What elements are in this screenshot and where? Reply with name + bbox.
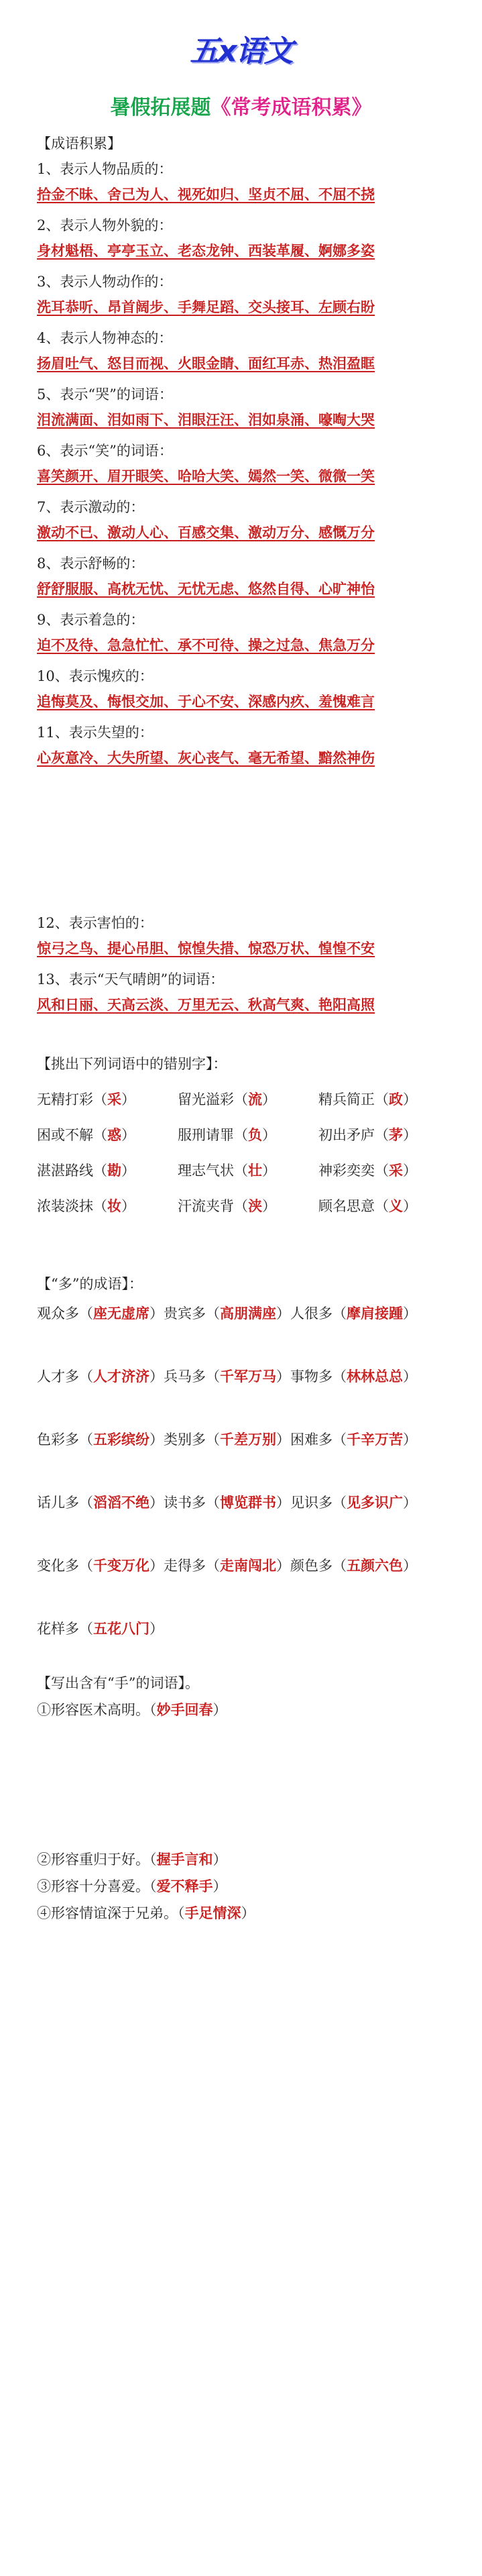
item-heading: 10、表示愧疚的： (37, 668, 154, 684)
item-heading: 5、表示“哭”的词语： (37, 386, 173, 402)
item-heading: 6、表示“笑”的词语： (37, 443, 173, 459)
item-heading: 13、表示“天气晴朗”的词语： (37, 971, 225, 987)
item-heading: 9、表示着急的： (37, 612, 145, 628)
item-answer: 心灰意冷、大失所望、灰心丧气、毫无希望、黯然神伤 (37, 749, 375, 766)
duo-item: 话儿多（滔滔不绝）读书多（博览群书）见识多（见多识广） (37, 1494, 417, 1511)
duo-item: 观众多（座无虚席）贵宾多（高朋满座）人很多（摩肩接踵） (37, 1305, 417, 1322)
typo-item: 理志气状（壮） (178, 1162, 276, 1179)
item-answer: 洗耳恭听、昂首阔步、手舞足蹈、交头接耳、左顾右盼 (37, 299, 375, 315)
section-heading-shou: 【写出含有“手”的词语】。 (37, 1675, 199, 1691)
item-heading: 3、表示人物动作的： (37, 274, 173, 290)
item-answer: 喜笑颜开、眉开眼笑、哈哈大笑、嫣然一笑、微微一笑 (37, 468, 375, 484)
duo-item: 花样多（五花八门） (37, 1620, 164, 1637)
typo-item: 服刑请罪（负） (178, 1126, 276, 1143)
typo-item: 无精打彩（采） (37, 1091, 135, 1108)
shou-item: ①形容医术高明。（妙手回春） (37, 1701, 227, 1718)
item-heading: 8、表示舒畅的： (37, 555, 145, 572)
brand-logo: 五ⅹ语文 (190, 34, 292, 68)
item-answer: 身材魁梧、亭亭玉立、老态龙钟、西装革履、婀娜多姿 (37, 242, 375, 259)
duo-item: 变化多（千变万化）走得多（走南闯北）颜色多（五颜六色） (37, 1557, 417, 1574)
typo-item: 汗流夹背（浃） (178, 1197, 276, 1214)
duo-item: 人才多（人才济济）兵马多（千军万马）事物多（林林总总） (37, 1368, 417, 1385)
item-answer: 风和日丽、天高云淡、万里无云、秋高气爽、艳阳高照 (37, 996, 375, 1013)
item-answer: 追悔莫及、悔恨交加、于心不安、深感内疚、羞愧难言 (37, 693, 375, 710)
typo-item: 精兵简正（政） (318, 1091, 417, 1108)
item-answer: 泪流满面、泪如雨下、泪眼汪汪、泪如泉涌、嚎啕大哭 (37, 411, 375, 428)
duo-item: 色彩多（五彩缤纷）类别多（千差万别）困难多（千辛万苦） (37, 1431, 417, 1448)
shou-item: ④形容情谊深于兄弟。（手足情深） (37, 1904, 255, 1921)
typo-item: 困或不解（惑） (37, 1126, 135, 1143)
item-heading: 4、表示人物神态的： (37, 330, 173, 346)
section-heading-typos: 【挑出下列词语中的错别字】： (37, 1056, 227, 1072)
shou-item: ②形容重归于好。（握手言和） (37, 1851, 227, 1868)
typo-item: 湛湛路线（勘） (37, 1162, 135, 1179)
page-title (0, 91, 482, 120)
item-answer: 激动不已、激动人心、百感交集、激动万分、感慨万分 (37, 524, 375, 541)
item-heading: 12、表示害怕的： (37, 915, 154, 931)
title-part-2: 《常考成语积累》 (210, 96, 372, 119)
typo-item: 神彩奕奕（采） (318, 1162, 417, 1179)
typo-item: 顾名思意（义） (318, 1197, 417, 1214)
item-heading: 1、表示人物品质的： (37, 161, 173, 177)
item-answer: 拾金不昧、舍己为人、视死如归、坚贞不屈、不屈不挠 (37, 186, 375, 203)
item-heading: 11、表示失望的： (37, 724, 154, 741)
section-heading-duo: 【“多”的成语】： (37, 1276, 143, 1292)
typo-item: 初出矛庐（茅） (318, 1126, 417, 1143)
item-heading: 2、表示人物外貌的： (37, 217, 173, 233)
typo-item: 留光溢彩（流） (178, 1091, 276, 1108)
shou-item: ③形容十分喜爱。（爱不释手） (37, 1878, 227, 1894)
title-part-1: 暑假拓展题 (110, 96, 211, 119)
item-answer: 惊弓之鸟、提心吊胆、惊惶失措、惊恐万状、惶惶不安 (37, 940, 375, 957)
item-answer: 扬眉吐气、怒目而视、火眼金睛、面红耳赤、热泪盈眶 (37, 355, 375, 372)
item-answer: 舒舒服服、高枕无忧、无忧无虑、悠然自得、心旷神怡 (37, 580, 375, 597)
item-answer: 迫不及待、急急忙忙、承不可待、操之过急、焦急万分 (37, 637, 375, 653)
typo-item: 浓装淡抹（妆） (37, 1197, 135, 1214)
item-heading: 7、表示激动的： (37, 499, 145, 515)
section-heading-idioms: 【成语积累】 (37, 136, 121, 152)
